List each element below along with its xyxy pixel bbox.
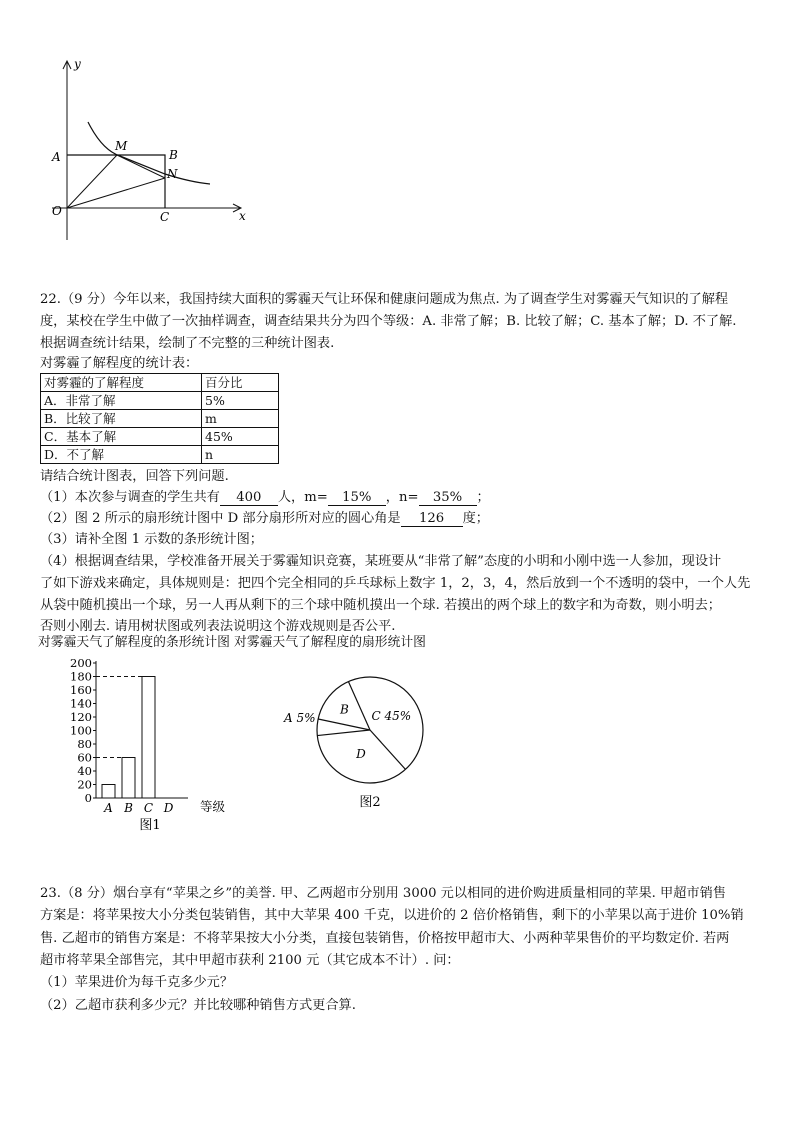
rectangle-oabc [67,155,165,208]
label-x: x [239,209,246,223]
q22-line-3: 根据调查统计结果，绘制了不完整的三种统计图表. [40,336,335,351]
bar-category-label: D [163,801,174,815]
q23-line-1: 23.（8 分）烟台享有“苹果之乡”的美誉. 甲、乙两超市分别用 3000 元以相同的进价购进质量相同的苹果. 甲超市销售 [40,886,726,901]
table-cell: 5% [202,392,279,410]
table-cell: n [202,446,279,464]
bar-y-tick-label: 120 [70,710,92,724]
pie-chart-caption: 图2 [359,795,381,810]
table-row [41,392,279,410]
bar-category-label: C [143,801,154,815]
answer-total-students: 400 [220,490,278,506]
q22-line-1: 22.（9 分）今年以来，我国持续大面积的雾霾天气让环保和健康问题成为焦点. 为了调查学生对雾霾天气知识的了解程 [40,292,729,307]
pie-slice-label: C 45% [371,709,412,724]
q22-table-title: 对雾霾了解程度的统计表： [40,356,199,371]
bar-y-tick-label: 160 [70,683,92,697]
bar-y-tick-label: 100 [70,723,92,738]
table-header-cell: 对雾霾的了解程度 [41,374,202,392]
bar-y-tick-label: 180 [70,669,92,684]
table-cell: B．比较了解 [41,410,202,428]
q22-sub2-text-1: （2）图 2 所示的扇形统计图中 D 部分扇形所对应的圆心角是 [40,511,401,526]
bar-y-tick-label: 20 [77,777,92,792]
answer-angle: 126 [401,511,463,527]
hyperbola-curve [88,122,210,184]
q23-sub1: （1）苹果进价为每千克多少元？ [40,975,234,990]
q22-sub1 [40,489,490,507]
bar-y-tick-label: 0 [84,791,92,805]
bar-a [102,785,115,799]
q22-sub2 [40,510,489,528]
answer-n: 35% [419,490,477,506]
q22-line-2: 度，某校在学生中做了一次抽样调查，调查结果共分为四个等级：A. 非常了解；B. 比较了解；C. 基本了解；D. 不了解. [40,314,737,329]
label-y: y [74,57,81,71]
bar-y-tick-label: 200 [70,656,92,670]
q22-sub4-line-1: （4）根据调查结果，学校准备开展关于雾霾知识竞赛，某班要从“非常了解”态度的小明和小刚中选一人参加，现设计 [40,554,722,569]
q22-sub1-text-4: ； [476,490,490,505]
q22-sub1-text-1: （1）本次参与调查的学生共有 [40,490,220,505]
label-m: M [115,139,128,153]
pie-slice-label: D [356,746,366,761]
q23-line-3: 售. 乙超市的销售方案是：不将苹果按大小分类，直接包装销售，价格按甲超市大、小两种苹果售价的平均数定价. 若两 [40,931,730,946]
table-cell: 45% [202,428,279,446]
q22-sub1-text-3: ，n= [385,490,419,505]
bar-chart-caption: 图1 [139,818,161,833]
bar-y-tick-label: 140 [70,696,92,711]
table-cell: m [202,410,279,428]
q22-sub4-line-4: 否则小刚去. 请用树状图或列表法说明这个游戏规则是否公平. [40,619,396,634]
table-cell: D．不了解 [41,446,202,464]
q23-line-4: 超市将苹果全部售完，其中甲超市获利 2100 元（其它成本不计）. 问： [40,953,460,968]
bar-chart [60,655,260,835]
label-n: N [167,167,178,181]
answer-m: 15% [328,490,386,506]
label-o: O [52,204,62,218]
table-row [41,410,279,428]
bar-y-tick-label: 80 [77,737,92,751]
bar-category-label: B [124,801,133,815]
table-row [41,446,279,464]
table-cell: C．基本了解 [41,428,202,446]
q22-sub1-text-2: 人，m= [277,490,328,505]
table-header-cell: 百分比 [202,374,279,392]
table-row [41,428,279,446]
coordinate-figure [40,50,270,250]
bar-y-tick-label: 40 [77,764,92,778]
label-a: A [52,150,61,164]
bar-x-axis-title: 等级 [200,799,226,814]
stat-table [40,373,279,464]
q22-sub4-line-3: 从袋中随机摸出一个球，另一人再从剩下的三个球中随机摸出一个球. 若摸出的两个球上的数字和为奇数，则小明去； [40,598,721,613]
pie-slice-label: A 5% [284,711,316,725]
label-b: B [169,148,178,162]
q23-sub2: （2）乙超市获利多少元？并比较哪种销售方式更合算. [40,998,356,1013]
pie-slice-label: B [340,702,349,717]
segment-mn [117,155,165,178]
label-c: C [160,210,170,224]
bar-b [122,758,135,799]
table-header-row [41,374,279,392]
q22-sub4-line-2: 了如下游戏来确定，具体规则是：把四个完全相同的乒乓球标上数字 1，2，3，4，然后放到一个不透明的袋中，一个人先 [40,576,751,591]
q22-instruction: 请结合统计图表，回答下列问题. [40,469,229,484]
chart-titles: 对雾霾天气了解程度的条形统计图 对雾霾天气了解程度的扇形统计图 [38,635,426,650]
bar-c [142,677,155,799]
bar-y-tick-label: 60 [77,750,92,765]
pie-chart [280,670,450,830]
q22-sub2-text-2: 度； [462,511,489,526]
bar-category-label: A [104,801,113,815]
q23-line-2: 方案是：将苹果按大小分类包装销售，其中大苹果 400 千克，以进价的 2 倍价格销售，剩下的小苹果以高于进价 10%销 [40,908,744,923]
table-cell: A．非常了解 [41,392,202,410]
q22-sub3: （3）请补全图 1 示数的条形统计图； [40,532,263,547]
